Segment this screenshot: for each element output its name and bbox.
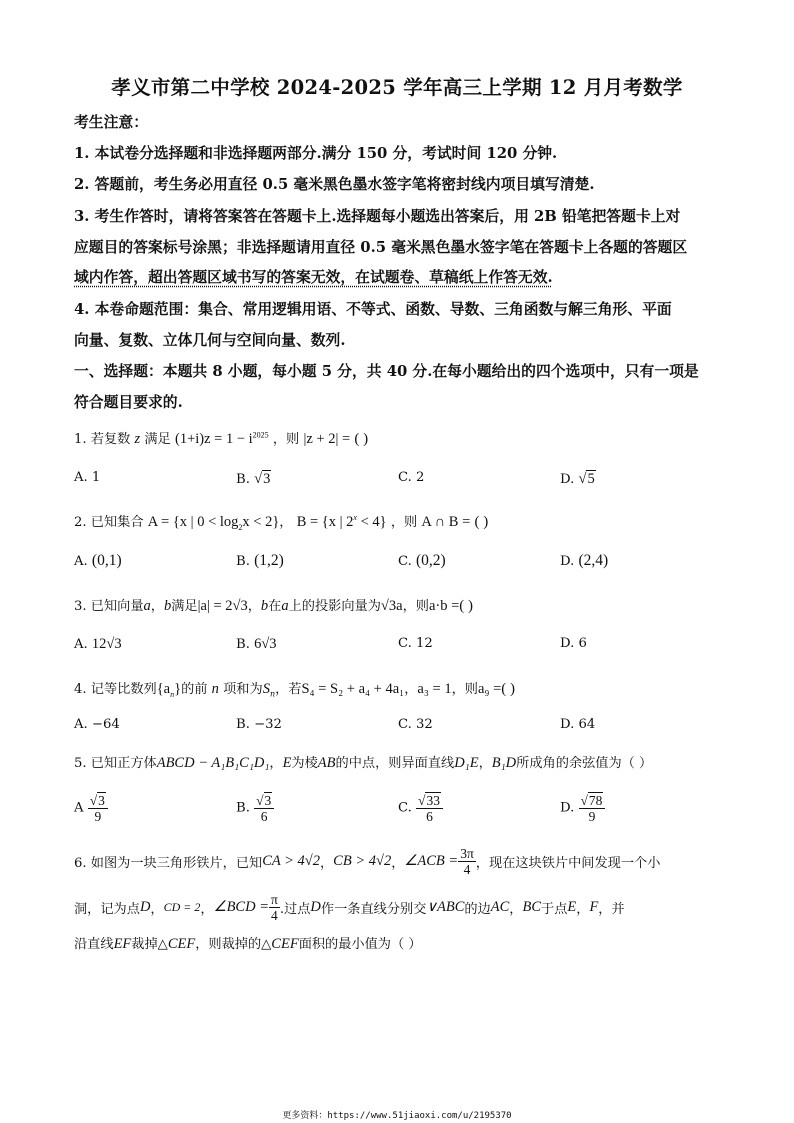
notice-item-4-line2: 向量、复数、立体几何与空间向量、数列.	[74, 332, 346, 349]
q1-prefix: 1. 若复数	[74, 432, 131, 447]
q2-expression: A ∩ B =	[421, 514, 471, 530]
notice-item-3-line3: 域内作答，超出答题区域书写的答案无效，在试题卷、草稿纸上作答无效.	[74, 269, 553, 286]
q4-answer-blank: ( )	[501, 681, 516, 697]
q5-cube: ABCD − A₁B₁C₁D₁	[156, 755, 270, 771]
q1-mid: 满足	[144, 432, 171, 447]
q1-option-d	[560, 470, 596, 488]
q1-var: z	[134, 431, 141, 447]
q5-option-a: A $\frac{√3}{9}$	[74, 792, 108, 824]
q2-option-a: A. (0,1)	[74, 552, 122, 569]
notice-item-4-line1: 4. 本卷命题范围：集合、常用逻辑用语、不等式、函数、导数、三角函数与解三角形、平面	[74, 301, 672, 318]
q1-then: ，则	[272, 432, 300, 447]
q3-option-d: D. 6	[560, 636, 587, 651]
question-4: 4. 记等比数列$\{a_n\}$的前 n 项和为$S_n$，若S₄ = S₂ + a₄ + 4a₁，a₃ = 1，则a₉ =( )	[74, 681, 516, 699]
question-6-line2: 洞，记为点D，CD = 2，∠BCD = $\frac{\pi}{4}$ .过点D作一条直线分别交∨ABC的边AC，BC于点E，F，并	[74, 892, 625, 923]
q1-option-c: C. 2	[398, 470, 425, 485]
notice-item-2: 2. 答题前，考生务必用直径 0.5 毫米黑色墨水签字笔将密封线内项目填写清楚.	[74, 176, 595, 193]
q4-option-c: C. 32	[398, 717, 433, 732]
q4-expression: a₉ =	[477, 681, 502, 697]
notice-item-3-line1: 3. 考生作答时，请将答案答在答题卡上.选择题每小题选出答案后，用 2B 铅笔把答题卡上对	[74, 208, 681, 225]
q4-option-d: D. 64	[560, 717, 596, 732]
q1-equation: (1+i)z = 1 − i	[174, 431, 253, 447]
q5-option-c: C. $\frac{√33}{6}$	[398, 792, 443, 824]
q2-answer-blank: ( )	[474, 514, 489, 530]
q5-option-d: D. $\frac{√78}{9}$	[560, 792, 605, 824]
question-2: 2. 已知集合 A = {x | $0 < \log_2x < 2$}， B = {x | $2^x < 4$} ，则 A ∩ B = ( )	[74, 513, 489, 532]
notice-item-1: 1. 本试卷分选择题和非选择题两部分.满分 150 分，考试时间 120 分钟.	[74, 145, 558, 162]
question-1	[74, 428, 368, 448]
q2-set-a: A = {x | $0 < \log_2x < 2$}	[147, 514, 280, 532]
q2-prefix: 2. 已知集合	[74, 515, 144, 530]
q1-option-b-label: B.	[236, 472, 250, 487]
q1-answer-blank: ( )	[354, 431, 369, 447]
question-6-line1: 6. 如图为一块三角形铁片，已知CA > 4√2，CB > 4√2，∠ACB = $\frac{3\pi}{4}$ ，现在这块铁片中间发现一个小	[74, 846, 661, 877]
q3-option-a: A. 12√3	[74, 636, 122, 652]
q4-sequence: $\{a_n\}$	[156, 681, 182, 699]
q3-option-c: C. 12	[398, 636, 433, 651]
q4-option-a: A. −64	[74, 717, 120, 732]
q1-option-b-value: √3	[254, 471, 271, 487]
q3-answer-blank: ( )	[459, 598, 474, 614]
q5-option-b: B. $\frac{√3}{6}$	[236, 792, 274, 824]
q4-option-b: B. −32	[236, 717, 282, 732]
q3-condition: |a| = 2√3	[197, 598, 248, 614]
question-6-line3: 沿直线EF裁掉△CEF，则裁掉的△CEF面积的最小值为（ ）	[74, 936, 422, 952]
q1-option-d-value: √5	[578, 471, 595, 487]
q2-option-c: C. (0,2)	[398, 552, 446, 569]
q1-option-a: A. 1	[74, 470, 101, 485]
exam-title: 孝义市第二中学校 2024-2025 学年高三上学期 12 月月考数学	[111, 76, 683, 99]
q1-option-d-label: D.	[560, 472, 575, 487]
section-heading-line2: 符合题目要求的.	[74, 394, 183, 411]
q2-option-b: B. (1,2)	[236, 552, 284, 569]
q1-exponent: 2025	[252, 430, 269, 440]
notice-item-3-line2: 应题目的答案标号涂黑；非选择题请用直径 0.5 毫米黑色墨水签字笔在答题卡上各题的答题区	[74, 239, 688, 256]
q3-expression: a·b =	[428, 598, 460, 614]
q1-option-b	[236, 470, 271, 488]
question-3: 3. 已知向量a，b满足|a| = 2√3，b在a上的投影向量为√3a，则a·b =( )	[74, 598, 474, 614]
q1-expression: |z + 2| =	[303, 431, 351, 447]
q4-condition: S₄ = S₂ + a₄ + 4a₁	[301, 681, 405, 697]
q3-option-b: B. 6√3	[236, 636, 277, 652]
section-heading-line1: 一、选择题：本题共 8 小题，每小题 5 分，共 40 分.在每小题给出的四个选项中，只有一项是	[74, 363, 699, 380]
q4-condition-2: a₃ = 1	[417, 681, 452, 697]
q3-projection: √3a	[380, 598, 403, 614]
q2-option-d: D. (2,4)	[560, 552, 609, 569]
footer-link[interactable]: 更多资料：https://www.51jiaoxi.com/u/2195370	[282, 1111, 512, 1121]
q2-set-b: B = {x | $2^x < 4$}	[296, 513, 387, 530]
notice-heading: 考生注意：	[74, 114, 148, 131]
question-5: 5. 已知正方体ABCD − A₁B₁C₁D₁，E为棱AB的中点，则异面直线D₁E，B₁D所成角的余弦值为（ ）	[74, 755, 653, 771]
